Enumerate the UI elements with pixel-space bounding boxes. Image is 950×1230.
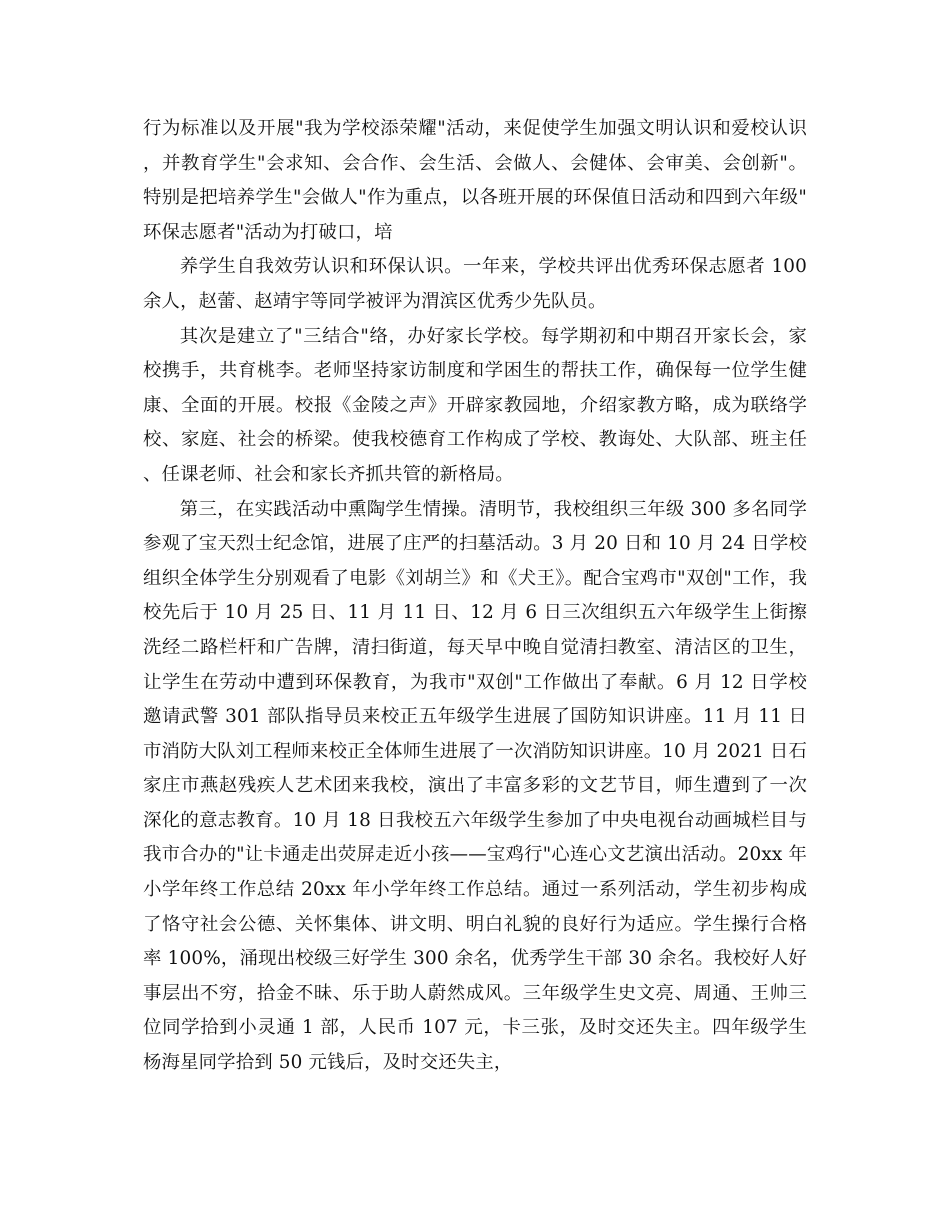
paragraph-2: 养学生自我效劳认识和环保认识。一年来，学校共评出优秀环保志愿者 100 余人，赵蕾、赵靖宇等同学被评为渭滨区优秀少先队员。 (143, 256, 807, 312)
document-body (143, 112, 807, 1081)
paragraph-1: 行为标准以及开展"我为学校添荣耀"活动，来促使学生加强文明认识和爱校认识，并教育学生"会求知、会合作、会生活、会做人、会健体、会审美、会创新"。特别是把培养学生"会做人"作为重点，以各班开展的环保值日活动和四到六年级"环保志愿者"活动为打破口，培 (143, 118, 807, 243)
paragraph-4: 第三，在实践活动中熏陶学生情操。清明节，我校组织三年级 300 多名同学参观了宝天烈士纪念馆，进展了庄严的扫墓活动。3 月 20 日和 10 月 24 日学校组织全体学生分别观看了电影《刘胡兰》和《犬王》。配合宝鸡市"双创"工作，我校先后于 10 月 25 日、11 月 11 日、12 月 6 日三次组织五六年级学生上街擦洗经二路栏杆和广告牌，清扫街道，每天早中晚自觉清扫教室、清洁区的卫生，让学生在劳动中遭到环保教育，为我市"双创"工作做出了奉献。6 月 12 日学校邀请武警 301 部队指导员来校正五年级学生进展了国防知识讲座。11 月 11 日市消防大队刘工程师来校正全体师生进展了一次消防知识讲座。10 月 2021 日石家庄市燕赵残疾人艺术团来我校，演出了丰富多彩的文艺节目，师生遭到了一次深化的意志教育。10 月 18 日我校五六年级学生参加了中央电视台动画城栏目与我市合办的"让卡通走出荧屏走近小孩——宝鸡行"心连心文艺演出活动。20xx 年小学年终工作总结 20xx 年小学年终工作总结。通过一系列活动，学生初步构成了恪守社会公德、关怀集体、讲文明、明白礼貌的良好行为适应。学生操行合格率 100%，涌现出校级三好学生 300 余名，优秀学生干部 30 余名。我校好人好事层出不穷，拾金不昧、乐于助人蔚然成风。三年级学生史文亮、周通、王帅三位同学拾到小灵通 1 部，人民币 107 元，卡三张，及时交还失主。四年级学生杨海星同学拾到 50 元钱后，及时交还失主， (143, 498, 807, 1074)
paragraph-3: 其次是建立了"三结合"络，办好家长学校。每学期初和中期召开家长会，家校携手，共育桃李。老师坚持家访制度和学困生的帮扶工作，确保每一位学生健康、全面的开展。校报《金陵之声》开辟家教园地，介绍家教方略，成为联络学校、家庭、社会的桥梁。使我校德育工作构成了学校、教诲处、大队部、班主任、任课老师、社会和家长齐抓共管的新格局。 (143, 325, 807, 485)
